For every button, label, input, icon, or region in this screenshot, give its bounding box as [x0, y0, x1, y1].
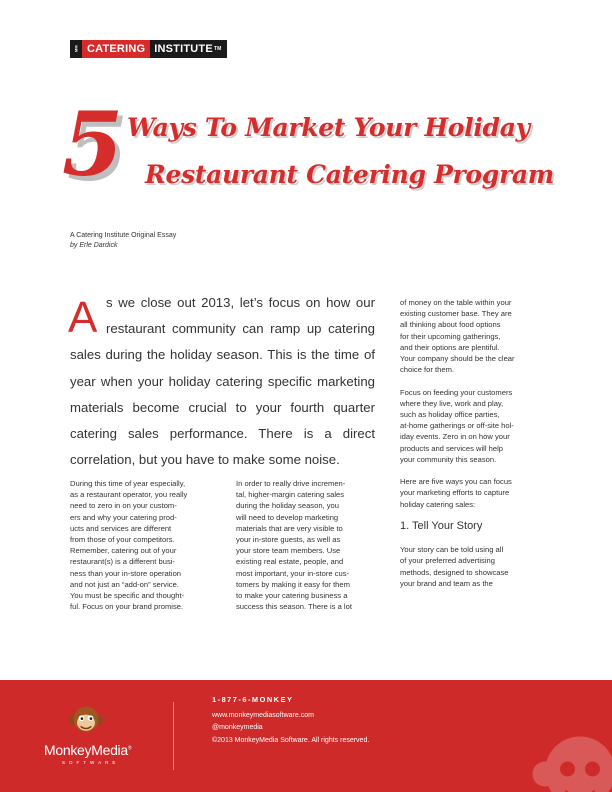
body-line: You must be specific and thought-: [70, 591, 185, 601]
body-line: Your company should be the clear: [400, 354, 515, 364]
paragraph: [400, 387, 545, 465]
body-line: and their options are plentiful.: [400, 342, 500, 352]
title-line-2: Restaurant Catering Program: [145, 160, 554, 189]
body-line: of money on the table within your: [400, 298, 512, 307]
body-line: as a restaurant operator, you really: [70, 490, 188, 500]
body-line: such as holiday office parties,: [400, 410, 500, 420]
footer-brand: MonkeyMedia®: [44, 742, 132, 758]
body-line: for their upcoming gatherings,: [400, 331, 501, 341]
body-line: materials that are very visible to: [236, 523, 343, 533]
body-line: success this season. There is a lot: [236, 602, 352, 612]
body-line: your in-store guests, as well as: [236, 535, 341, 545]
logo-catering: CATERING: [82, 40, 150, 58]
intro-line: correlation, but you have to make some noise.: [70, 452, 340, 468]
body-line: tomers by making it easy for them: [236, 579, 350, 589]
body-line: from those of your competitors.: [70, 535, 175, 545]
body-column-2: [236, 478, 381, 612]
body-line: and not just an “add-on” service.: [70, 579, 179, 589]
paragraph: [400, 476, 545, 510]
body-column-3: [400, 297, 545, 600]
catering-institute-logo: [70, 40, 227, 58]
intro-paragraph: [70, 290, 375, 473]
body-line: choice for them.: [400, 365, 455, 375]
body-line: of your preferred advertising: [400, 556, 495, 566]
body-line: where they live, work and play,: [400, 398, 504, 408]
body-line: during the holiday season, you: [236, 501, 340, 511]
body-line: tal, higher-margin catering sales: [236, 490, 345, 500]
body-line: your brand and team as the: [400, 578, 493, 588]
body-line: ucts and services are different: [70, 523, 172, 533]
body-line: to make your catering business a: [236, 591, 348, 601]
body-line: will need to develop marketing: [236, 512, 339, 522]
footer-phone: 1-877-6-MONKEY: [212, 695, 294, 704]
monkey-watermark-icon: [530, 724, 612, 792]
body-line: During this time of year especially,: [70, 479, 186, 488]
body-line: your marketing efforts to capture: [400, 488, 510, 498]
drop-cap: A: [68, 293, 98, 342]
paragraph: [400, 297, 545, 375]
author-byline: by Erle Dardick: [70, 242, 118, 249]
footer-website[interactable]: www.monkeymediasoftware.com: [212, 711, 314, 719]
body-line: your community this season.: [400, 454, 497, 464]
footer-divider: [173, 702, 174, 770]
footer-copyright: ©2013 MonkeyMedia Software. All rights reserved.: [212, 736, 370, 744]
section-heading: 1. Tell Your Story: [400, 520, 483, 533]
body-line: ness than your in-store operation: [70, 568, 182, 578]
title-number: 5: [62, 92, 124, 196]
body-line: need to zero in on your custom-: [70, 501, 177, 511]
body-line: ers and why your catering prod-: [70, 512, 177, 522]
intro-line: catering sales performance. There is a direct: [70, 425, 375, 441]
footer-brand-sub: SOFTWARE: [62, 760, 120, 765]
body-line: Remember, catering out of your: [70, 546, 177, 556]
body-line: at-home gatherings or off-site hol-: [400, 421, 514, 431]
body-column-1: [70, 478, 215, 612]
body-line: iday events. Zero in on how your: [400, 432, 510, 442]
body-line: restaurant(s) is a different busi-: [70, 557, 175, 567]
body-line: products and services will help: [400, 443, 503, 453]
intro-line: materials become crucial to your fourth quarter: [70, 399, 375, 415]
body-line: your store team members. Use: [236, 546, 341, 556]
body-line: Focus on feeding your customers: [400, 387, 513, 397]
body-line: existing customer base. They are: [400, 309, 512, 319]
body-line: In order to really drive incremen-: [236, 479, 346, 488]
body-line: ful. Focus on your brand promise.: [70, 602, 184, 612]
body-line: most important, your in-store cus-: [236, 568, 350, 578]
footer-handle[interactable]: @monkeymedia: [212, 724, 263, 732]
paragraph: [400, 544, 545, 589]
essay-label: A Catering Institute Original Essay: [70, 232, 177, 239]
monkey-logo-icon: [68, 702, 104, 738]
intro-line: restaurant community can ramp up catering: [106, 321, 375, 337]
logo-institute: INSTITUTE TM: [150, 40, 226, 58]
body-line: all thinking about food options: [400, 320, 501, 330]
body-line: existing real estate, people, and: [236, 557, 344, 567]
body-line: Your story can be told using all: [400, 545, 504, 555]
intro-line: sales during the holiday season. This is the time of: [70, 347, 375, 363]
intro-line: year when your holiday catering specific marketing: [70, 373, 375, 389]
footer-contact: [212, 694, 369, 747]
intro-line: s we close out 2013, let’s focus on how our: [106, 295, 375, 310]
body-line: Here are five ways you can focus: [400, 477, 512, 487]
title-line-1: Ways To Market Your Holiday: [127, 113, 530, 142]
footer: [0, 680, 612, 792]
body-line: methods, designed to showcase: [400, 567, 509, 577]
body-line: holiday catering sales:: [400, 499, 476, 509]
logo-mark: MM: [70, 40, 82, 58]
